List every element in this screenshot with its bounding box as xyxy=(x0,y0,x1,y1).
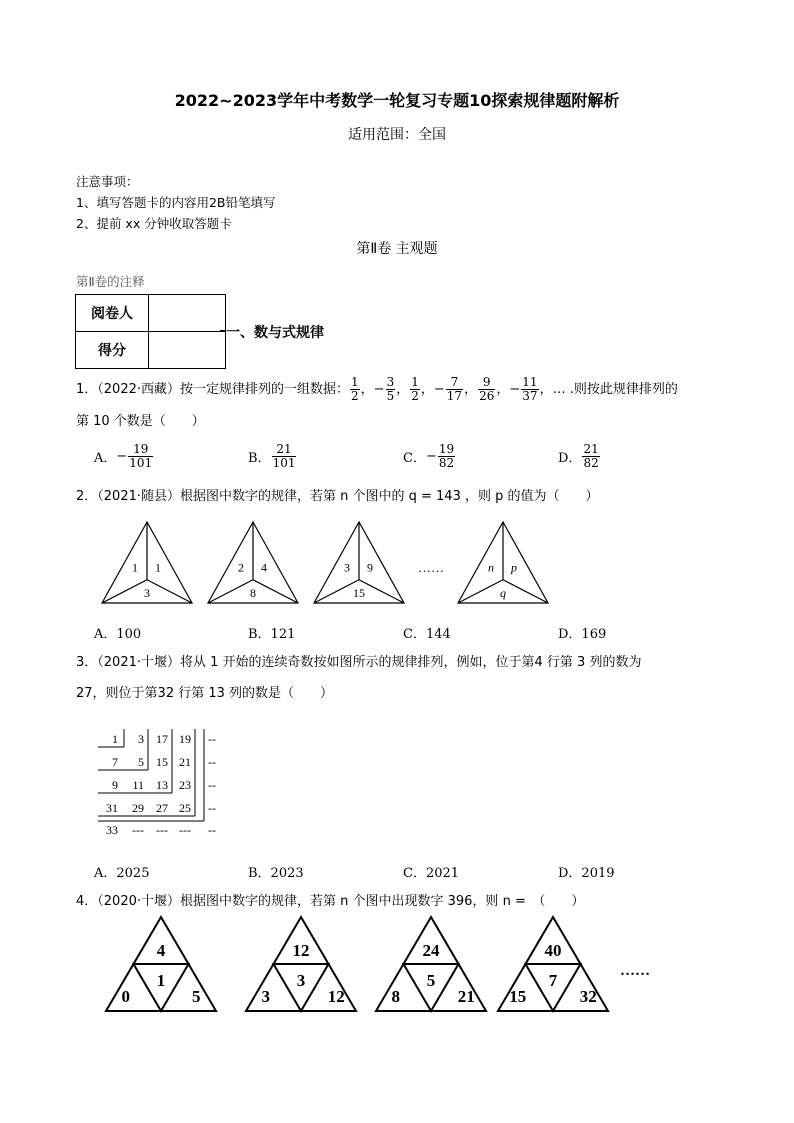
q2-option-c[interactable]: C．144 xyxy=(403,627,451,642)
grid-cell: 25 xyxy=(179,801,191,815)
denominator: 101 xyxy=(272,456,296,470)
grid-cell: 23 xyxy=(179,778,191,792)
q4-figures xyxy=(100,915,670,1015)
q4-figure-4 xyxy=(498,917,608,1011)
numerator: 21 xyxy=(272,443,297,457)
grid-cell: 15 xyxy=(156,755,168,769)
figure-top-number: 12 xyxy=(292,941,310,960)
figure-right-number: 12 xyxy=(327,987,345,1006)
option-label: B． xyxy=(248,451,271,466)
grid-cell: 19 xyxy=(179,732,191,746)
grid-cell: 11 xyxy=(132,778,144,792)
minus-sign: − xyxy=(116,449,128,464)
denominator: 17 xyxy=(446,389,463,403)
minus-sign: − xyxy=(509,382,521,397)
minus-sign: − xyxy=(373,382,385,397)
figure-left-number: n xyxy=(488,560,494,575)
q2-ellipsis: …… xyxy=(418,560,444,575)
q2-option-d[interactable]: D．169 xyxy=(558,627,607,642)
denominator: 82 xyxy=(583,456,599,470)
numerator: 11 xyxy=(522,375,538,389)
score-table-reviewer-label: 阅卷人 xyxy=(76,295,149,332)
grid-cell: -- xyxy=(208,778,216,792)
q1-option-a[interactable] xyxy=(94,443,154,470)
q3-grid-figure xyxy=(96,725,236,840)
figure-right-number: 4 xyxy=(261,560,267,575)
grid-cell: --- xyxy=(156,823,168,837)
grid-cell: 9 xyxy=(112,778,118,792)
figure-left-number: 1 xyxy=(132,560,138,575)
grid-cell: 13 xyxy=(156,778,168,792)
part-heading: 一、数与式规律 xyxy=(226,325,324,341)
q2-option-b[interactable]: B．121 xyxy=(248,627,296,642)
question-3-line2: 27，则位于第32 行第 13 列的数是（ ） xyxy=(76,686,334,701)
fraction xyxy=(438,443,455,470)
q4-figure-2 xyxy=(246,917,356,1011)
q2-figure-2 xyxy=(208,522,298,603)
section-note: 第Ⅱ卷的注释 xyxy=(76,274,145,289)
fraction xyxy=(478,376,495,403)
numerator: 3 xyxy=(386,375,395,389)
grid-cell: 31 xyxy=(106,801,118,815)
grid-cell: --- xyxy=(179,823,191,837)
score-table-score-label: 得分 xyxy=(76,332,149,369)
denominator: 101 xyxy=(129,456,153,470)
score-table xyxy=(75,294,226,369)
grid-cell: --- xyxy=(132,823,144,837)
figure-right-number: 21 xyxy=(457,987,475,1006)
figure-left-number: 2 xyxy=(238,560,244,575)
figure-left-number: 0 xyxy=(121,987,130,1006)
figure-bottom-number: q xyxy=(500,586,506,600)
document-title: 2022~2023学年中考数学一轮复习专题10探索规律题附解析 xyxy=(174,91,620,110)
q1-option-c[interactable] xyxy=(403,443,456,470)
question-2: 2．（2021·随县）根据图中数字的规律，若第 n 个图中的 q = 143 ，则 p 的值为（ ） xyxy=(76,489,599,504)
fraction xyxy=(350,376,360,403)
figure-left-number: 8 xyxy=(391,987,400,1006)
q4-figure-3 xyxy=(376,917,486,1011)
grid-cell: 1 xyxy=(112,732,118,746)
grid-cell: 3 xyxy=(138,732,144,746)
q1-option-b[interactable] xyxy=(248,443,297,470)
figure-center-number: 1 xyxy=(156,971,166,990)
fraction xyxy=(128,443,153,470)
figure-center-number: 3 xyxy=(296,971,306,990)
figure-right-number: 9 xyxy=(367,560,373,575)
grid-cell: -- xyxy=(208,755,216,769)
fraction xyxy=(446,376,463,403)
fraction xyxy=(582,443,599,470)
numerator: 1 xyxy=(411,375,419,389)
option-label: C． xyxy=(403,451,426,466)
q1-option-d[interactable] xyxy=(558,443,601,470)
fraction xyxy=(521,376,538,403)
option-label: D． xyxy=(558,451,582,466)
q1-prefix: 1．（2022·西藏）按一定规律排列的一组数据： xyxy=(76,382,349,397)
figure-bottom-number: 3 xyxy=(144,586,150,600)
numerator: 19 xyxy=(128,443,153,457)
option-label: A． xyxy=(94,451,117,466)
q2-figures xyxy=(96,520,556,610)
denominator: 5 xyxy=(386,389,395,403)
denominator: 37 xyxy=(522,389,538,403)
numerator: 1 xyxy=(351,375,359,389)
q2-option-a[interactable]: A．100 xyxy=(94,627,142,642)
q2-figure-1 xyxy=(102,522,192,603)
question-4: 4．（2020·十堰）根据图中数字的规律，若第 n 个图中出现数字 396，则 n = （ ） xyxy=(76,894,585,909)
section-title: 第Ⅱ卷 主观题 xyxy=(356,241,438,257)
grid-cell: 17 xyxy=(156,732,168,746)
minus-sign: − xyxy=(433,382,445,397)
question-1 xyxy=(76,376,678,403)
q4-ellipsis: …… xyxy=(620,963,650,979)
document-subtitle: 适用范围：全国 xyxy=(348,127,446,143)
score-table-score-cell[interactable] xyxy=(149,332,226,369)
grid-cell: 21 xyxy=(179,755,191,769)
numerator: 21 xyxy=(583,442,599,456)
figure-bottom-number: 8 xyxy=(250,586,256,600)
numerator: 7 xyxy=(446,376,463,390)
q3-option-b[interactable]: B．2023 xyxy=(248,866,304,881)
q3-option-a[interactable]: A．2025 xyxy=(94,866,150,881)
q1-line2: 第 10 个数是（ ） xyxy=(76,414,205,429)
q2-figure-3 xyxy=(314,522,404,603)
denominator: 2 xyxy=(351,389,359,403)
denominator: 2 xyxy=(411,389,419,403)
grid-cell: 5 xyxy=(138,755,144,769)
figure-center-number: 7 xyxy=(548,971,558,990)
fraction xyxy=(410,376,420,403)
note-item-1: 1、填写答题卡的内容用2B铅笔填写 xyxy=(76,195,276,210)
note-item-2: 2、提前 xx 分钟收取答题卡 xyxy=(76,216,232,231)
numerator: 19 xyxy=(438,442,455,456)
grid-cell: 29 xyxy=(132,801,144,815)
q1-suffix: ，… .则按此规律排列的 xyxy=(539,382,678,397)
figure-right-number: 5 xyxy=(192,987,201,1006)
grid-cell: -- xyxy=(208,801,216,815)
figure-left-number: 3 xyxy=(261,987,270,1006)
figure-right-number: p xyxy=(511,560,517,575)
grid-cell: -- xyxy=(208,823,216,837)
grid-cell: 7 xyxy=(112,755,118,769)
question-3-line1: 3．（2021·十堰）将从 1 开始的连续奇数按如图所示的规律排列，例如，位于第4 行第 3 列的数为 xyxy=(76,655,642,670)
q3-option-c[interactable]: C．2021 xyxy=(403,866,460,881)
grid-cell: 33 xyxy=(106,823,118,837)
q1-sequence: $\frac{1}{2}$ ，− $\frac{3}{5}$ ， $\frac{1}{2}$ ，− $\frac{7}{17}$ ， $\frac{9}{26}$ ，− $\frac{11}{37}$ xyxy=(351,375,538,403)
q3-option-d[interactable]: D．2019 xyxy=(558,866,615,881)
numerator: 9 xyxy=(478,376,495,390)
q4-figure-1 xyxy=(106,917,216,1011)
notes-heading: 注意事项： xyxy=(76,174,139,189)
grid-cell: -- xyxy=(208,732,216,746)
denominator: 26 xyxy=(479,389,495,403)
denominator: 82 xyxy=(438,456,455,470)
figure-top-number: 40 xyxy=(544,941,562,960)
figure-right-number: 32 xyxy=(579,987,597,1006)
figure-left-number: 15 xyxy=(509,987,527,1006)
figure-right-number: 1 xyxy=(155,560,161,575)
fraction xyxy=(386,376,396,403)
q2-figure-4 xyxy=(458,522,548,603)
grid-cell: 27 xyxy=(156,801,168,815)
figure-left-number: 3 xyxy=(344,560,350,575)
figure-bottom-number: 15 xyxy=(353,586,365,600)
minus-sign: − xyxy=(425,449,437,464)
figure-top-number: 4 xyxy=(156,941,166,960)
score-table-reviewer-cell[interactable] xyxy=(149,295,226,332)
fraction xyxy=(272,443,297,470)
figure-top-number: 24 xyxy=(422,941,440,960)
figure-center-number: 5 xyxy=(426,971,436,990)
